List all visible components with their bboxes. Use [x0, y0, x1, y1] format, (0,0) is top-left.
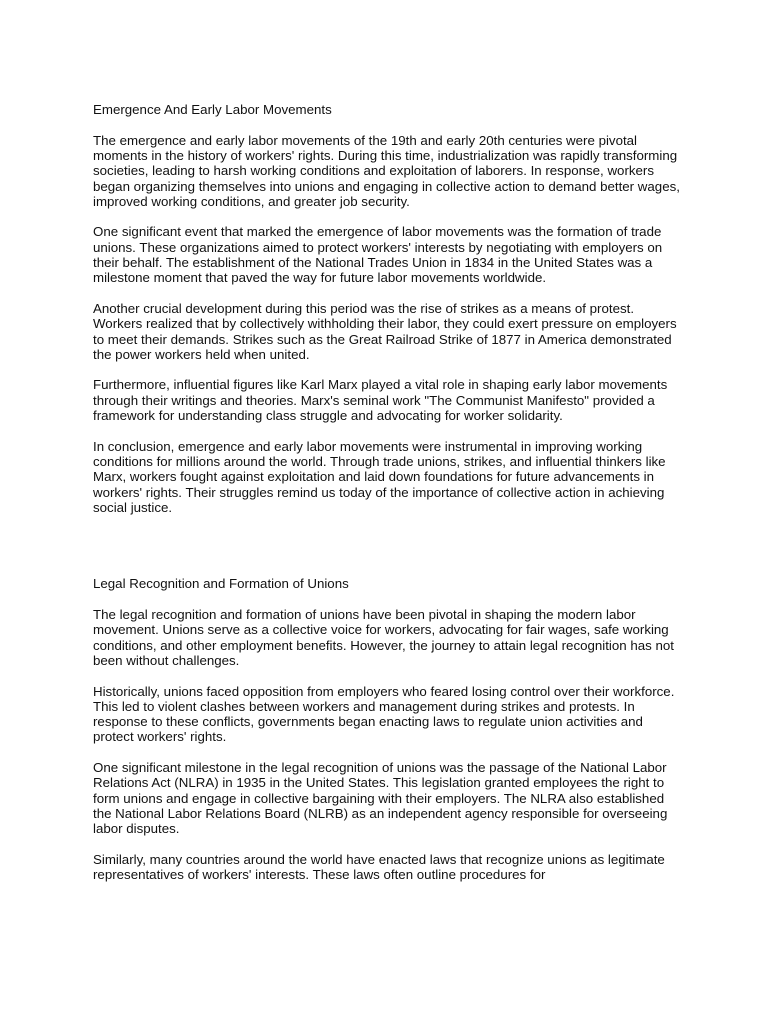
section-heading: Emergence And Early Labor Movements: [93, 102, 332, 117]
section-heading: Legal Recognition and Formation of Unions: [93, 576, 349, 592]
document-page: [93, 102, 683, 898]
paragraph: One significant milestone in the legal recognition of unions was the passage of the National Labor Relations Act (NLRA) in 1935 in the United States. This legislation granted employees the right to form unions and engage in collective bargaining with their employers. The NLRA also established the National Labor Relations Board (NLRB) as an independent agency responsible for overseeing labor disputes.: [93, 760, 668, 837]
paragraph: Another crucial development during this period was the rise of strikes as a means of protest. Workers realized that by collectively withholding their labor, they could exert pressure on employers to meet their demands. Strikes such as the Great Railroad Strike of 1877 in America demonstrated the power workers held when united.: [93, 300, 677, 362]
section-emergence: [93, 102, 683, 515]
paragraph: In conclusion, emergence and early labor movements were instrumental in improving working conditions for millions around the world. Through trade unions, strikes, and influential thinkers like Marx, workers fought against exploitation and laid down foundations for future advancements in workers' rights. Their struggles remind us today of the importance of collective action in achieving social justice.: [93, 438, 666, 515]
paragraph: Furthermore, influential figures like Karl Marx played a vital role in shaping early labor movements through their writings and theories. Marx's seminal work "The Communist Manifesto" provided a framework for understanding class struggle and advocating for worker solidarity.: [93, 377, 668, 424]
paragraph: Historically, unions faced opposition from employers who feared losing control over their workforce. This led to violent clashes between workers and management during strikes and protests. In response to these conflicts, governments began enacting laws to regulate union activities and protect workers' rights.: [93, 683, 675, 745]
paragraph: Similarly, many countries around the world have enacted laws that recognize unions as legitimate representatives of workers' interests. These laws often outline procedures for: [93, 851, 665, 883]
paragraph: The legal recognition and formation of unions have been pivotal in shaping the modern labor movement. Unions serve as a collective voice for workers, advocating for fair wages, safe working conditions, and other employment benefits. However, the journey to attain legal recognition has not been without challenges.: [93, 607, 674, 668]
section-spacer: [93, 530, 683, 576]
paragraph: The emergence and early labor movements of the 19th and early 20th centuries were pivotal moments in the history of workers' rights. During this time, industrialization was rapidly transforming societies, leading to harsh working conditions and exploitation of laborers. In response, workers began organizing themselves into unions and engaging in collective action to demand better wages, improved working conditions, and greater job security.: [93, 132, 680, 209]
paragraph: One significant event that marked the emergence of labor movements was the formation of trade unions. These organizations aimed to protect workers' interests by negotiating with employers on their behalf. The establishment of the National Trades Union in 1834 in the United States was a milestone moment that paved the way for future labor movements worldwide.: [93, 224, 663, 286]
section-legal-recognition: [93, 576, 683, 882]
